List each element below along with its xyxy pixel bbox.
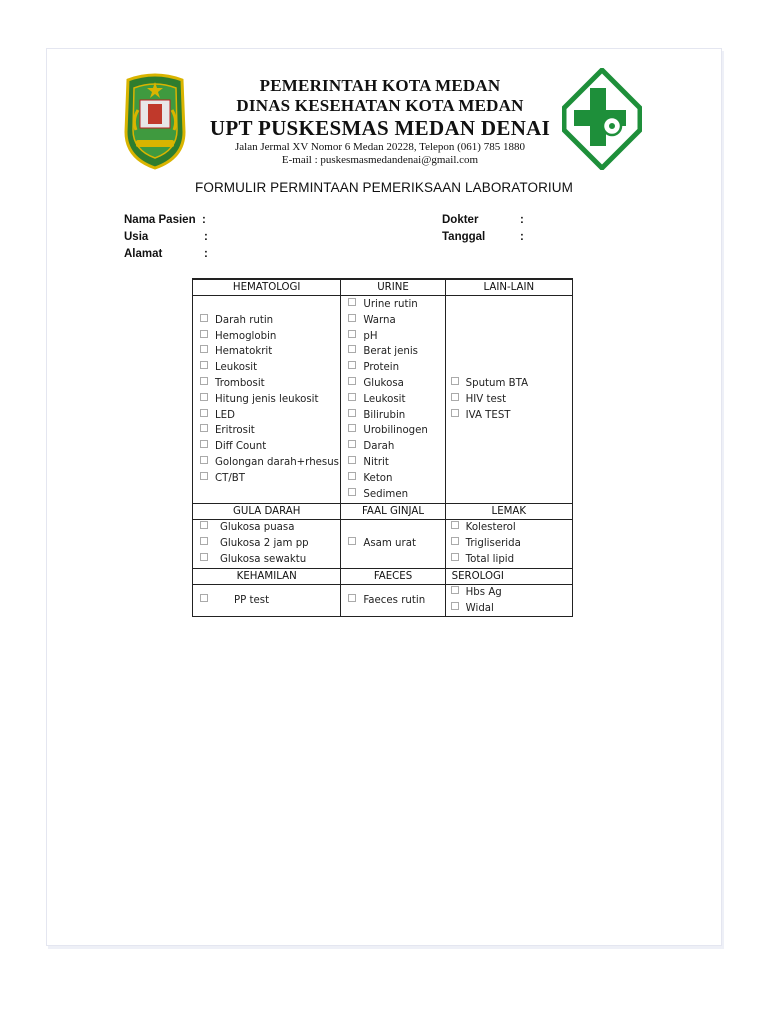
header-faeces: FAECES — [341, 568, 445, 584]
field-label: Dokter — [442, 214, 479, 226]
field-colon: : — [202, 214, 206, 226]
checkbox-icon[interactable] — [200, 345, 208, 353]
field-colon: : — [204, 231, 208, 243]
letterhead-email: E-mail : puskesmasmedandenai@gmail.com — [281, 154, 479, 166]
checklist — [193, 313, 340, 487]
checkbox-icon[interactable] — [200, 440, 208, 448]
table-row — [193, 520, 573, 568]
checkbox-icon[interactable] — [348, 537, 356, 545]
checklist-label: Diff Count — [215, 441, 267, 453]
checklist-label: Darah — [363, 441, 395, 453]
checklist-item[interactable] — [451, 585, 572, 601]
checklist-item[interactable] — [348, 455, 444, 471]
checklist-label: Golongan darah+rhesus — [215, 456, 339, 468]
header-hematologi: HEMATOLOGI — [193, 279, 341, 296]
header-serologi: SEROLOGI — [445, 568, 572, 584]
checklist — [341, 297, 444, 502]
checkbox-icon[interactable] — [348, 314, 356, 322]
checklist-label: Glukosa 2 jam pp — [220, 538, 309, 550]
table-row — [193, 584, 573, 617]
checklist — [193, 593, 340, 609]
checklist-label: LED — [215, 409, 235, 421]
checkbox-icon[interactable] — [200, 377, 208, 385]
checklist-label: Total lipid — [465, 553, 515, 565]
checklist-item[interactable] — [348, 536, 444, 552]
checkbox-icon[interactable] — [451, 586, 459, 594]
field-nama-pasien — [124, 214, 206, 226]
checklist-item[interactable] — [348, 439, 444, 455]
header-kehamilan: KEHAMILAN — [193, 568, 341, 584]
checklist — [446, 376, 572, 423]
checklist-label: IVA TEST — [465, 409, 511, 421]
checkbox-icon[interactable] — [348, 393, 356, 401]
checklist-item[interactable] — [348, 344, 444, 360]
checklist-item[interactable] — [200, 408, 340, 424]
checklist-item[interactable] — [200, 439, 340, 455]
checklist — [193, 520, 340, 567]
checkbox-icon[interactable] — [200, 553, 208, 561]
checklist-item[interactable] — [200, 455, 340, 471]
checklist-label: Trombosit — [215, 377, 265, 389]
checklist-label: Leukosit — [215, 362, 258, 374]
table-header-row — [193, 504, 573, 520]
checklist-label: Kolesterol — [465, 522, 516, 534]
checklist — [341, 536, 444, 552]
checklist-item[interactable] — [348, 423, 444, 439]
checkbox-icon[interactable] — [451, 393, 459, 401]
checklist-label: Keton — [363, 472, 393, 484]
field-label: Usia — [124, 231, 149, 243]
medan-city-emblem-icon — [122, 70, 188, 170]
checklist-item[interactable] — [200, 593, 340, 609]
table-row — [193, 296, 573, 504]
checkbox-icon[interactable] — [348, 330, 356, 338]
header-faal-ginjal: FAAL GINJAL — [341, 504, 445, 520]
checkbox-icon[interactable] — [348, 440, 356, 448]
field-label: Nama Pasien — [124, 214, 196, 226]
checkbox-icon[interactable] — [348, 298, 356, 306]
table-header-row — [193, 279, 573, 296]
checklist-item[interactable] — [451, 601, 572, 617]
checklist-item[interactable] — [348, 329, 444, 345]
checklist-item[interactable] — [200, 423, 340, 439]
field-usia — [124, 231, 208, 243]
checklist-label: Leukosit — [363, 393, 406, 405]
checklist-item[interactable] — [200, 552, 340, 568]
checkbox-icon[interactable] — [348, 456, 356, 464]
field-dokter — [442, 214, 524, 226]
checkbox-icon[interactable] — [200, 456, 208, 464]
checkbox-icon[interactable] — [451, 377, 459, 385]
checklist-label: Hemoglobin — [215, 330, 277, 342]
checkbox-icon[interactable] — [348, 424, 356, 432]
checklist-item[interactable] — [200, 471, 340, 487]
checklist-label: Darah rutin — [215, 314, 274, 326]
checklist-item[interactable] — [348, 408, 444, 424]
field-label: Tanggal — [442, 231, 486, 243]
checklist-label: Protein — [363, 362, 400, 374]
checklist-item[interactable] — [451, 552, 572, 568]
checklist-label: pH — [363, 330, 378, 342]
field-colon: : — [520, 214, 524, 226]
checklist-item[interactable] — [451, 520, 572, 536]
checklist-label: Sputum BTA — [465, 377, 529, 389]
checkbox-icon[interactable] — [348, 409, 356, 417]
checkbox-icon[interactable] — [200, 409, 208, 417]
checklist-item[interactable] — [348, 297, 444, 313]
checklist-label: Asam urat — [363, 538, 416, 550]
cell-kehamilan — [193, 584, 341, 617]
checklist-label: Sedimen — [363, 488, 409, 500]
checklist-item[interactable] — [348, 471, 444, 487]
cell-faeces — [341, 584, 445, 617]
checklist-item[interactable] — [200, 520, 340, 536]
cell-lemak — [445, 520, 572, 568]
checklist-item[interactable] — [451, 408, 572, 424]
table-header-row — [193, 568, 573, 584]
form-title: FORMULIR PERMINTAAN PEMERIKSAAN LABORATORIUM — [195, 180, 573, 195]
cell-lain-lain — [445, 296, 572, 504]
checkbox-icon[interactable] — [451, 537, 459, 545]
checkbox-icon[interactable] — [200, 594, 208, 602]
checkbox-icon[interactable] — [348, 345, 356, 353]
checklist-item[interactable] — [451, 376, 572, 392]
checklist — [341, 593, 444, 609]
checklist-label: Warna — [363, 314, 396, 326]
header-lain-lain: LAIN-LAIN — [445, 279, 572, 296]
letterhead-line3: UPT PUSKESMAS MEDAN DENAI — [209, 116, 551, 140]
header-gula-darah: GULA DARAH — [193, 504, 341, 520]
checkbox-icon[interactable] — [200, 472, 208, 480]
checklist-label: Hitung jenis leukosit — [215, 393, 319, 405]
checklist — [446, 585, 572, 617]
checklist-item[interactable] — [451, 392, 572, 408]
checklist-item[interactable] — [200, 360, 340, 376]
checklist-item[interactable] — [348, 593, 444, 609]
checklist-item[interactable] — [200, 376, 340, 392]
checklist-label: Widal — [465, 602, 494, 614]
checkbox-icon[interactable] — [348, 594, 356, 602]
checkbox-icon[interactable] — [348, 472, 356, 480]
checkbox-icon[interactable] — [200, 314, 208, 322]
checklist-label: CT/BT — [215, 472, 245, 484]
cell-gula-darah — [193, 520, 341, 568]
checkbox-icon[interactable] — [451, 602, 459, 610]
checklist-label: Urine rutin — [363, 299, 418, 310]
checklist-label: Faeces rutin — [363, 594, 426, 606]
letterhead-address: Jalan Jermal XV Nomor 6 Medan 20228, Telepon (061) 785 1880 — [235, 141, 525, 153]
checklist-item[interactable] — [348, 376, 444, 392]
checklist-label: Hbs Ag — [465, 586, 502, 598]
checklist-label: Bilirubin — [363, 409, 406, 421]
checklist — [446, 520, 572, 567]
puskesmas-cross-emblem-icon — [562, 68, 642, 170]
checklist-label: Urobilinogen — [363, 425, 428, 437]
cell-urine — [341, 296, 445, 504]
checklist-label: PP test — [234, 594, 270, 606]
checkbox-icon[interactable] — [451, 521, 459, 529]
checklist-item[interactable] — [348, 360, 444, 376]
letterhead-line2: DINAS KESEHATAN KOTA MEDAN — [236, 96, 524, 115]
checkbox-icon[interactable] — [348, 361, 356, 369]
letterhead — [190, 76, 570, 167]
cell-serologi — [445, 584, 572, 617]
checklist-item[interactable] — [200, 392, 340, 408]
checkbox-icon[interactable] — [451, 409, 459, 417]
checklist-item[interactable] — [348, 392, 444, 408]
checklist-item[interactable] — [200, 344, 340, 360]
header-lemak: LEMAK — [445, 504, 572, 520]
header-urine: URINE — [341, 279, 445, 296]
checkbox-icon[interactable] — [200, 537, 208, 545]
checkbox-icon[interactable] — [200, 424, 208, 432]
cell-hematologi — [193, 296, 341, 504]
checklist-label: Glukosa — [363, 377, 404, 389]
checkbox-icon[interactable] — [348, 488, 356, 496]
field-colon: : — [204, 248, 208, 260]
checklist-item[interactable] — [200, 329, 340, 345]
checkbox-icon[interactable] — [451, 553, 459, 561]
checkbox-icon[interactable] — [200, 361, 208, 369]
checkbox-icon[interactable] — [200, 393, 208, 401]
checklist-item[interactable] — [348, 313, 444, 329]
checkbox-icon[interactable] — [348, 377, 356, 385]
checklist-label: Trigliserida — [465, 538, 521, 550]
field-tanggal — [442, 231, 524, 243]
field-alamat — [124, 248, 208, 260]
checklist-item[interactable] — [200, 313, 340, 329]
checklist-label: HIV test — [465, 393, 507, 405]
checkbox-icon[interactable] — [200, 330, 208, 338]
checklist-item[interactable] — [451, 536, 572, 552]
checklist-label: Berat jenis — [363, 346, 418, 358]
cell-faal-ginjal — [341, 520, 445, 568]
checklist-label: Eritrosit — [215, 425, 255, 437]
checklist-label: Hematokrit — [215, 346, 273, 358]
checklist-label: Glukosa sewaktu — [220, 553, 307, 565]
checklist-label: Glukosa puasa — [220, 522, 295, 534]
checklist-item[interactable] — [200, 536, 340, 552]
field-colon: : — [520, 231, 524, 243]
field-label: Alamat — [124, 248, 163, 260]
letterhead-line1: PEMERINTAH KOTA MEDAN — [259, 76, 501, 95]
checklist-item[interactable] — [348, 487, 444, 503]
lab-request-table — [192, 278, 573, 617]
checkbox-icon[interactable] — [200, 521, 208, 529]
checklist-label: Nitrit — [363, 456, 389, 468]
